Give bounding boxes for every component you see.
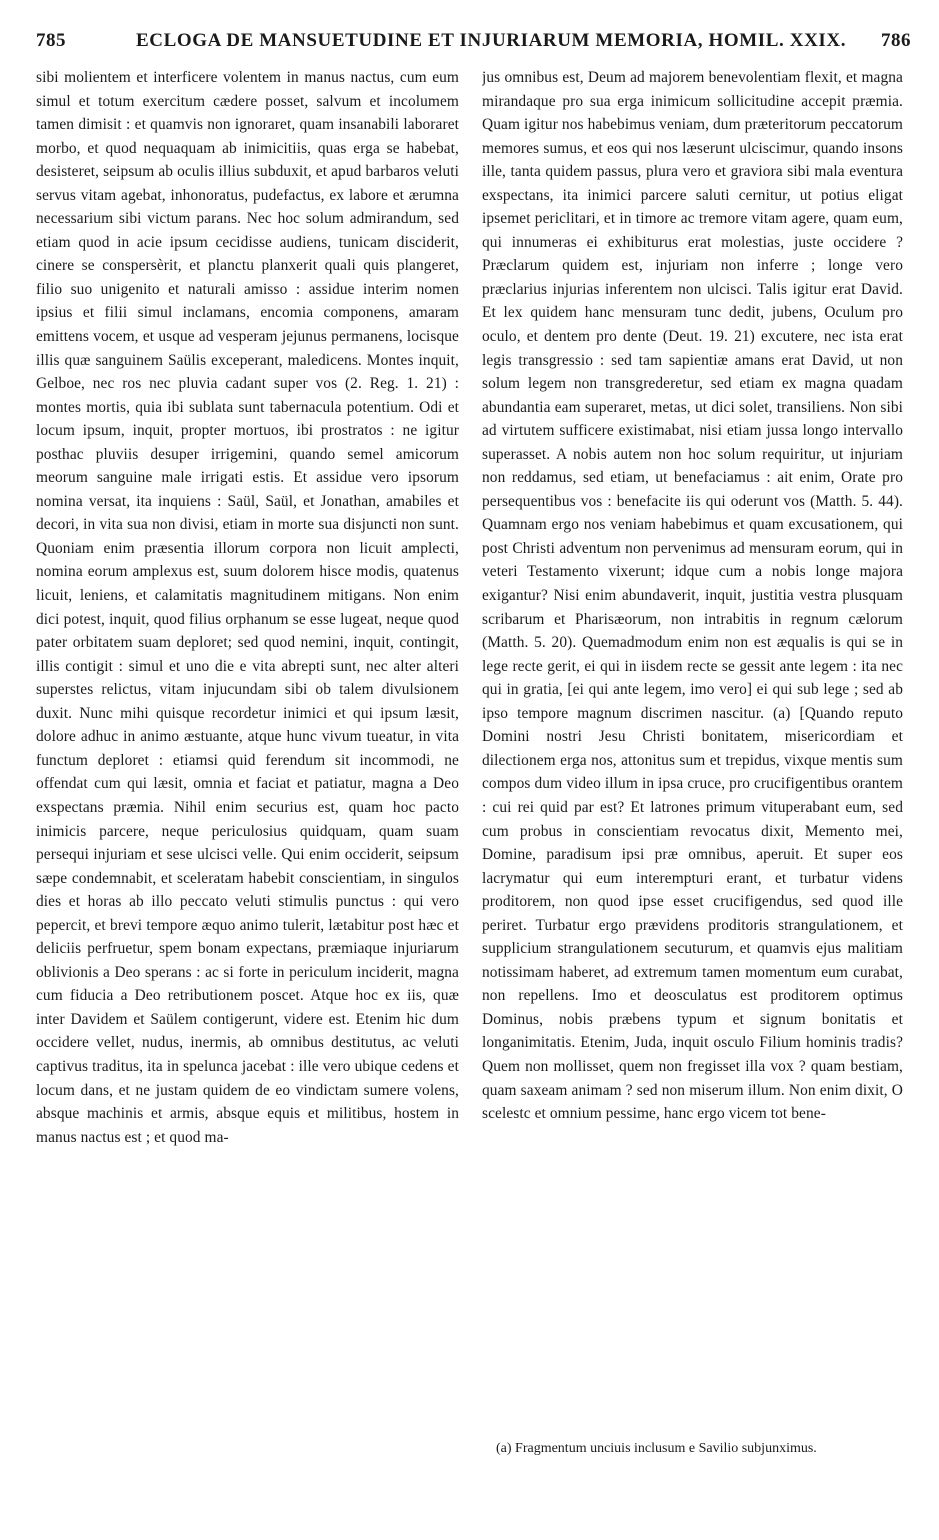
right-column	[482, 66, 903, 1426]
footnote: (a) Fragmentum unciuis inclusum e Savilio subjunximus.	[496, 1441, 817, 1456]
page-header	[36, 30, 911, 60]
running-title: ECLOGA DE MANSUETUDINE ET INJURIARUM MEMORIA, HOMIL. XXIX.	[136, 30, 847, 51]
page-number-left: 785	[36, 30, 66, 51]
left-column	[36, 66, 459, 1506]
left-column-text: sibi molientem et interficere volentem in manus nactus, cum eum simul et totum exercitum cædere posset, salvum et incolumem tamen dimisit : et quamvis non ignoraret, quam insanabili laboraret morbo, et quod nequaquam ab inimicitiis, quas erga se habebat, desisteret, seipsum ab oculis illius subduxit, et apud barbaros veluti servus vitam agebat, inhonoratus, pudefactus, ex labore et ærumna necessarium sibi victum parans. Nec hoc solum admirandum, sed etiam quod in acie ipsum cecidisse audiens, tunicam disciderit, cinere se conspersèrit, et planctu planxerit quali quis plangeret, filio suo unigenito et naturali amisso : assidue interim nomen ipsius et filii simul inclamans, encomia componens, amaram emittens vocem, et usque ad vesperam jejunus permanens, locisque illis quæ sanguinem Saülis exceperant, maledicens. Montes inquit, Gelboe, nec ros nec pluvia cadant super vos (2. Reg. 1. 21) : montes mortis, quia ibi sublata sunt tabernacula potentium. Odi et locum ipsum, inquit, propter mortuos, ibi prostratos : ne igitur posthac pluviis desuper irrigemini, quando semel amicorum meorum sanguine male irrigati estis. Et assidue vero ipsorum nomina versat, ita inquiens : Saül, Saül, et Jonathan, amabiles et decori, in vita sua non divisi, etiam in morte sua disjuncti non sunt. Quoniam enim præsentia illorum corpora non licuit amplecti, nomina eorum amplexus est, suum dolorem hisce modis, quatenus licuit, leniens, et calamitatis magnitudinem mitigans. Non enim dici potest, inquit, quod filius orphanum se esse lugeat, neque quod pater orbitatem suam deploret; sed quod nemini, inquit, contingit, illis contigit : simul et uno die e vita abrepti sunt, nec alter alteri superstes relictus, vitam injucundam sibi ob talem divulsionem duxit. Nunc mihi quisque recordetur inimici et qui ipsum læsit, dolore adhuc in animo æstuante, atque hunc vivum tueatur, in vita functum deploret : etiamsi quid ferendum sit incommodi, ne offendat cum qui læsit, omnia et faciat et patiatur, magna a Deo exspectans præmia. Nihil enim securius est, quam hoc pacto inimicis parcere, neque periculosius quidquam, quam suam persequi injuriam et sese ulcisci velle. Qui enim occiderit, seipsum sæpe condemnabit, et sceleratam habebit conscientiam, in singulos dies et horas ab illo peccato veluti stimulis punctus : qui vero pepercit, et brevi tempore æquo animo tulerit, lætabitur post hæc et deliciis perfruetur, spem bonam expectans, præmiaque injuriarum oblivionis a Deo sperans : ac si forte in periculum inciderit, magna cum fiducia a Deo retributionem poscet. Atque hoc ex iis, quæ inter Davidem et Saülem contigerunt, videre est. Etenim hic dum occidere vellet, nudus, inermis, ab omnibus destitutus, ac veluti captivus traditus, ita in spelunca jacebat : ille vero ubique cedens et locum dans, et ne justam quidem de eo vindictam sumere volens, absque machinis et armis, absque equis et militibus, hostem in manus nactus est ; et quod ma-	[36, 69, 459, 1146]
right-column-text: jus omnibus est, Deum ad majorem benevolentiam flexit, et magna mirandaque pro sua erga inimicum sollicitudine accepit præmia. Quam igitur nos habebimus veniam, dum præteritorum peccatorum memores sumus, et eos qui nos læserunt ulciscimur, quando insons ille, tanta quidem passus, plura vero et graviora sibi mala eventura exspectans, ita inimici parcere saluti cernitur, ut potius eligat ipsemet periclitari, et in timore ac tremore vitam agere, quam eum, qui innumeras ei exhibiturus erat molestias, juste occidere ? Præclarum quidem est, injuriam non inferre ; longe vero præclarius injurias inferentem non ulcisci. Talis igitur erat David. Et lex quidem hanc mensuram tunc dedit, jubens, Oculum pro oculo, et dentem pro dente (Deut. 19. 21) excutere, nec ista erat legis transgressio : sed tam sapientiæ amans erat David, ut non solum legem non transgrederetur, sed etiam ex magna quadam abundantia eam superaret, metas, ut dici solet, transiliens. Non sibi ad virtutem sufficere existimabat, nisi etiam jussa longo intervallo superasset. A nobis autem non hoc solum requiritur, ut injuriam non reddamus, sed etiam, ut benefaciamus : ait enim, Orate pro persequentibus vos : benefacite iis qui oderunt vos (Matth. 5. 44). Quamnam ergo nos veniam habebimus et quam excusationem, qui post Christi adventum non pervenimus ad mensuram eorum, qui in veteri Testamento vixerunt; idque cum a nobis longe majora exigantur? Nisi enim abundaverit, inquit, justitia vestra plusquam scribarum et Pharisæorum, non intrabitis in regnum cælorum (Matth. 5. 20). Quemadmodum enim non est æqualis is qui se in lege recte gerit, ei qui in iisdem recte se gessit ante legem : ita nec qui in gratia, [ei qui ante legem, imo vero] ei qui sub lege ; sed ab ipso tempore magnum discrimen nascitur. (a) [Quando reputo Domini nostri Jesu Christi bonitatem, misericordiam et dilectionem erga nos, attonitus sum et trepidus, vixque mentis sum compos dum video illum in ipsa cruce, pro crucifigentibus orantem : cui rei quid par est? Et latrones primum vituperabant eum, sed cum probus in conscientiam revocatus dixit, Memento mei, Domine, paradisum ipsi præ omnibus, aperuit. Et super eos lacrymatur qui eum interempturi erant, et turbatur videns proditorem, non quod ipse esset crucifigendus, sed quod ille periret. Turbatur ergo prævidens proditoris strangulationem, et supplicium strangulationem secuturum, et quamvis ejus malitiam notissimam haberet, ad extremum tamen momentum eum curabat, non repellens. Imo et deosculatus est proditorem optimus Dominus, nobis præbens typum et signum bonitatis et longanimitatis. Etenim, Juda, inquit osculo Filium hominis tradis? Quem non mollisset, quem non fregisset illa vox ? quam bestiam, quam saxeam animam ? sed non miserum illum. Non enim dixit, O scelestc et omnium pessime, hanc ergo vicem tot bene-	[482, 69, 903, 1123]
page-number-right: 786	[881, 30, 911, 51]
